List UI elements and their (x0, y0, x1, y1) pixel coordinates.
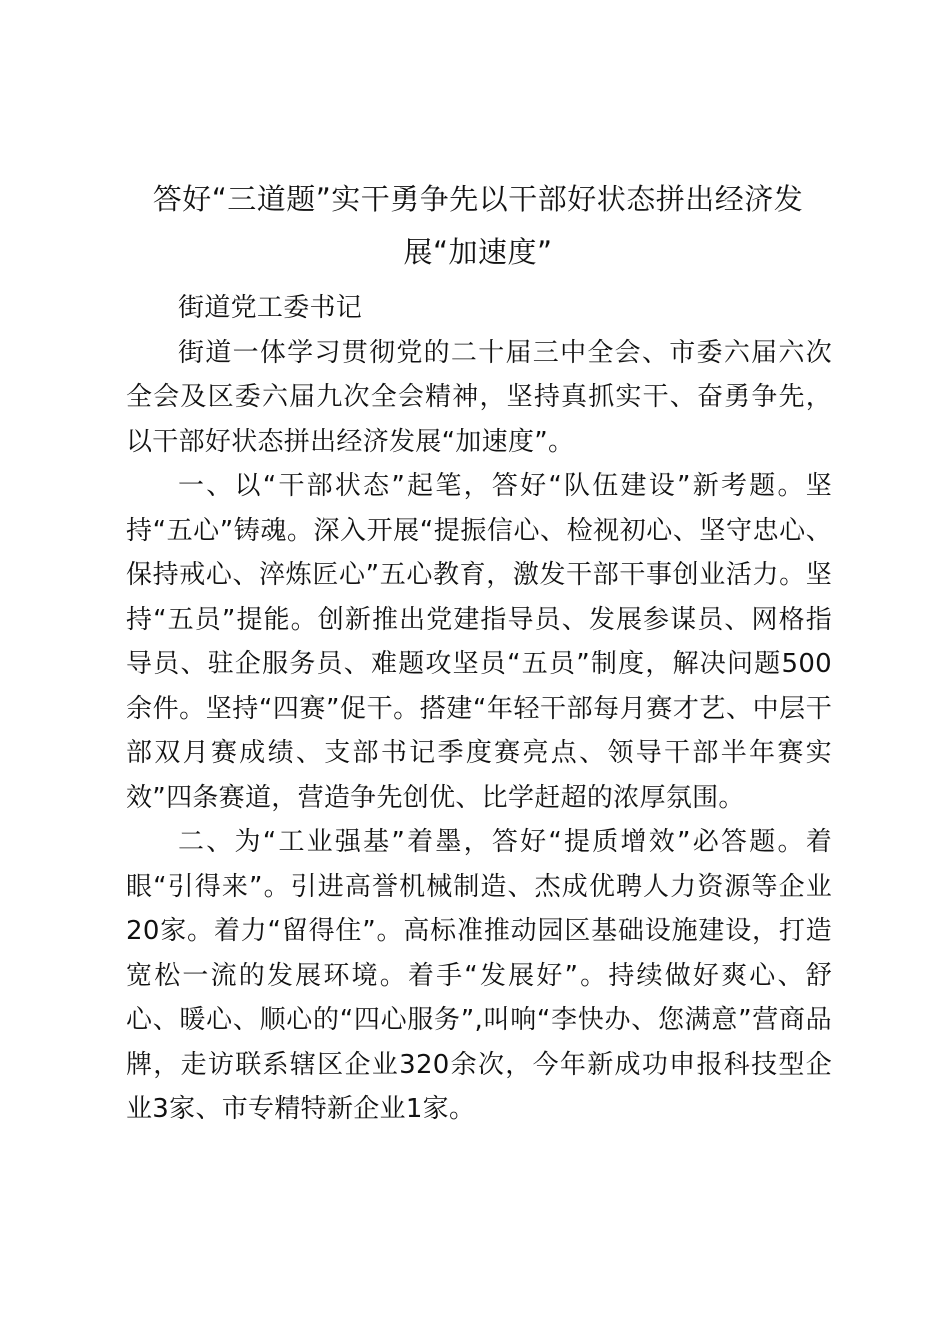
author-line: 街道党工委书记 (178, 293, 363, 323)
paragraph-section-two: 二、为“工业强基”着墨，答好“提质增效”必答题。着眼“引得来”。引进高誉机械制造、杰成优聘人力资源等企业20家。着力“留得住”。高标准推动园区基础设施建设，打造宽松一流的发展环境。着手“发展好”。持续做好爽心、舒心、暖心、顺心的“四心服务”,叫响“李快办、您满意”营商品牌，走访联系辖区企业320余次，今年新成功申报科技型企业3家、市专精特新企业1家。 (126, 827, 832, 1124)
document-title: 答好“三道题”实干勇争先以干部好状态拼出经济发展“加速度” (152, 182, 804, 269)
paragraph-intro: 街道一体学习贯彻党的二十届三中全会、市委六届六次全会及区委六届九次全会精神，坚持真抓实干、奋勇争先，以干部好状态拼出经济发展“加速度”。 (126, 337, 832, 457)
document-body (126, 286, 832, 1132)
paragraph-section-one: 一、以“干部状态”起笔，答好“队伍建设”新考题。坚持“五心”铸魂。深入开展“提振信心、检视初心、坚守忠心、保持戒心、淬炼匠心”五心教育，激发干部干事创业活力。坚持“五员”提能。创新推出党建指导员、发展参谋员、网格指导员、驻企服务员、难题攻坚员“五员”制度，解决问题500余件。坚持“四赛”促干。搭建“年轻干部每月赛才艺、中层干部双月赛成绩、支部书记季度赛亮点、领导干部半年赛实效”四条赛道，营造争先创优、比学赶超的浓厚氛围。 (126, 471, 832, 813)
